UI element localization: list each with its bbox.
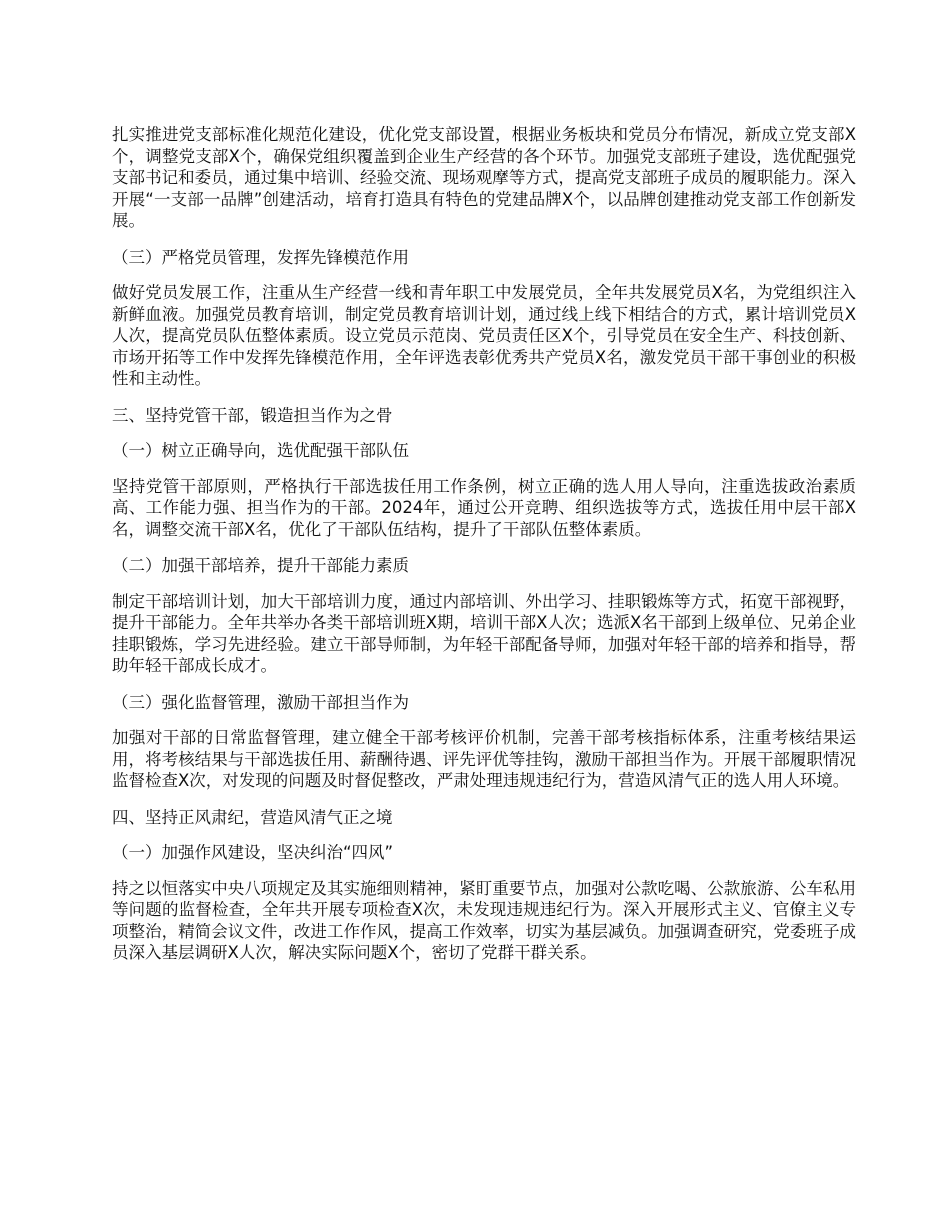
body-paragraph: 加强对干部的日常监督管理，建立健全干部考核评价机制，完善干部考核指标体系，注重考核结果运用，将考核结果与干部选拔任用、薪酬待遇、评先评优等挂钩，激励干部担当作为。开展干部履职情况监督检查X次，对发现的问题及时督促整改，严肃处理违规违纪行为，营造风清气正的选人用人环境。	[112, 728, 856, 790]
body-paragraph: 持之以恒落实中央八项规定及其实施细则精神，紧盯重要节点，加强对公款吃喝、公款旅游、公车私用等问题的监督检查，全年共开展专项检查X次，未发现违规违纪行为。深入开展形式主义、官僚主义专项整治，精简会议文件，改进工作作风，提高工作效率，切实为基层减负。加强调查研究，党委班子成员深入基层调研X人次，解决实际问题X个，密切了党群干群关系。	[112, 878, 856, 962]
section-subheading: （一）加强作风建设，坚决纠治“四风”	[112, 843, 394, 862]
section-subheading: （一）树立正确导向，选优配强干部队伍	[112, 441, 409, 460]
body-paragraph: 扎实推进党支部标准化规范化建设，优化党支部设置，根据业务板块和党员分布情况，新成立党支部X个，调整党支部X个，确保党组织覆盖到企业生产经营的各个环节。加强党支部班子建设，选优配强党支部书记和委员，通过集中培训、经验交流、现场观摩等方式，提高党支部班子成员的履职能力。深入开展“一支部一品牌”创建活动，培育打造具有特色的党建品牌X个，以品牌创建推动党支部工作创新发展。	[112, 125, 856, 230]
body-paragraph: 制定干部培训计划，加大干部培训力度，通过内部培训、外出学习、挂职锻炼等方式，拓宽干部视野，提升干部能力。全年共举办各类干部培训班X期，培训干部X人次；选派X名干部到上级单位、兄弟企业挂职锻炼，学习先进经验。建立干部导师制，为年轻干部配备导师，加强对年轻干部的培养和指导，帮助年轻干部成长成才。	[112, 591, 856, 675]
document-body	[112, 124, 856, 979]
section-heading: 四、坚持正风肃纪，营造风清气正之境	[112, 807, 393, 827]
section-subheading: （三）严格党员管理，发挥先锋模范作用	[112, 247, 409, 267]
section-heading: 三、坚持党管干部，锻造担当作为之骨	[112, 405, 393, 425]
body-paragraph: 坚持党管干部原则，严格执行干部选拔任用工作条例，树立正确的选人用人导向，注重选拔政治素质高、工作能力强、担当作为的干部。2024年，通过公开竞聘、组织选拔等方式，选拔任用中层干部X名，调整交流干部X名，优化了干部队伍结构，提升了干部队伍整体素质。	[112, 476, 856, 539]
section-subheading: （三）强化监督管理，激励干部担当作为	[112, 692, 409, 712]
section-subheading: （二）加强干部培养，提升干部能力素质	[112, 556, 409, 575]
body-paragraph: 做好党员发展工作，注重从生产经营一线和青年职工中发展党员，全年共发展党员X名，为党组织注入新鲜血液。加强党员教育培训，制定党员教育培训计划，通过线上线下相结合的方式，累计培训党员X人次，提高党员队伍整体素质。设立党员示范岗、党员责任区X个，引导党员在安全生产、科技创新、市场开拓等工作中发挥先锋模范作用，全年评选表彰优秀共产党员X名，激发党员干部干事创业的积极性和主动性。	[112, 283, 856, 388]
